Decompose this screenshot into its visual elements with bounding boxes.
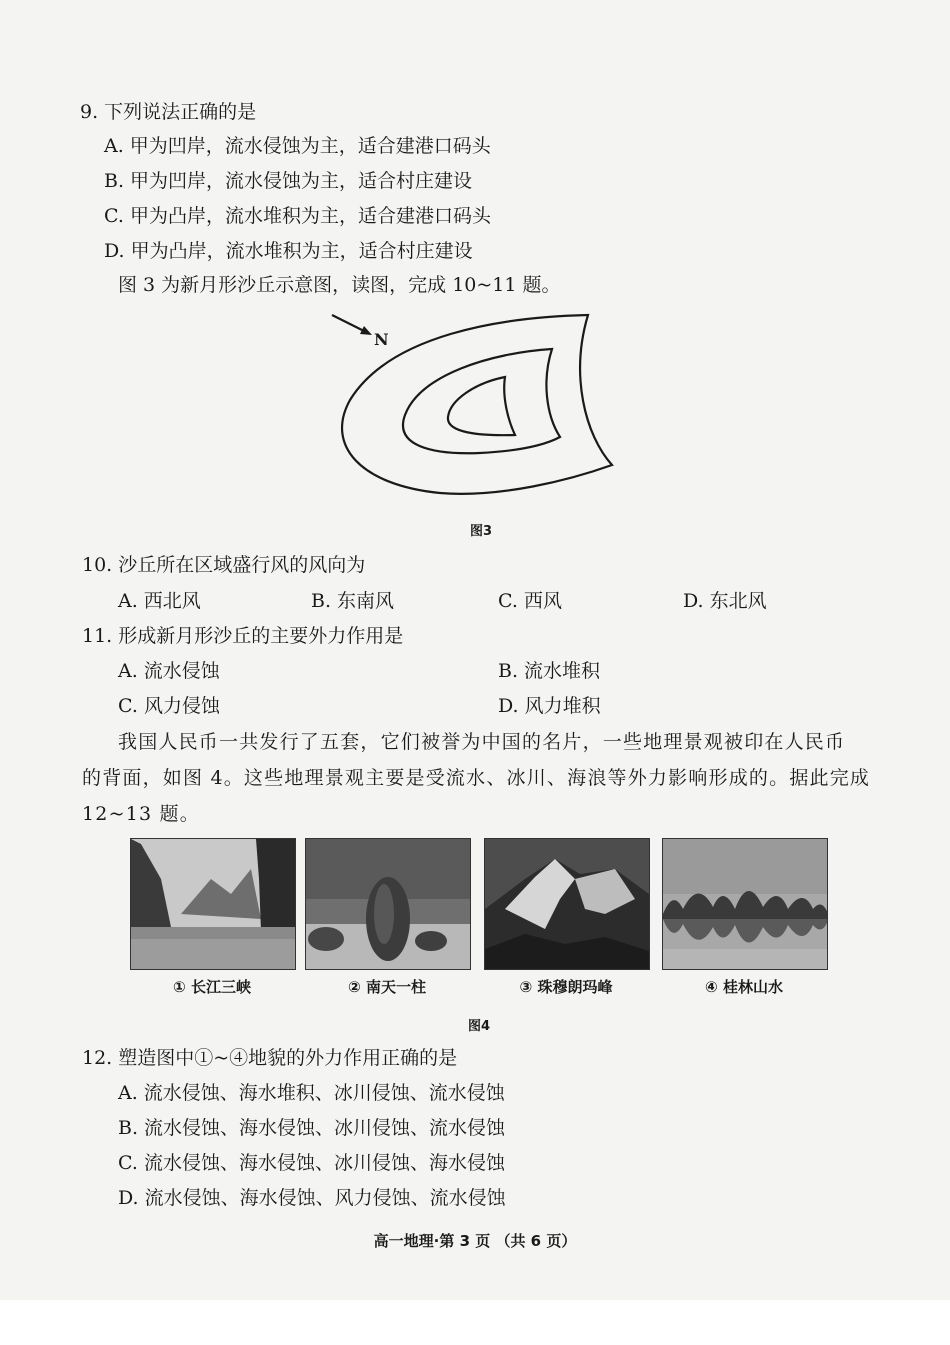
- q12-option-d: D. 流水侵蚀、海水侵蚀、风力侵蚀、流水侵蚀: [118, 1187, 506, 1209]
- q10-option-a: A. 西北风: [118, 590, 201, 612]
- passage-line-2: 的背面，如图 4。这些地理景观主要是受流水、冰川、海浪等外力影响形成的。据此完成: [82, 767, 871, 789]
- q11-option-b: B. 流水堆积: [498, 660, 601, 682]
- photo-everest: [484, 838, 650, 970]
- fig4-caption: 图4: [468, 1019, 491, 1034]
- q9-option-c: C. 甲为凸岸，流水堆积为主，适合建港口码头: [104, 205, 491, 227]
- fig3-intro: 图 3 为新月形沙丘示意图，读图，完成 10~11 题。: [118, 274, 561, 296]
- q9-option-b: B. 甲为凹岸，流水侵蚀为主，适合村庄建设: [104, 170, 473, 192]
- q12-option-a: A. 流水侵蚀、海水堆积、冰川侵蚀、流水侵蚀: [118, 1082, 505, 1104]
- q10-option-d: D. 东北风: [683, 590, 767, 612]
- q10-stem: 10. 沙丘所在区域盛行风的风向为: [82, 554, 366, 576]
- photo-three-gorges: [130, 838, 296, 970]
- photo-guilin: [662, 838, 828, 970]
- page-footer: 高一地理·第 3 页 （共 6 页）: [373, 1232, 577, 1250]
- page-bottom-margin: [0, 1300, 950, 1345]
- q11-option-a: A. 流水侵蚀: [118, 660, 220, 682]
- fig3-dune-diagram: [320, 305, 630, 505]
- photo-label-2: ② 南天一柱: [348, 978, 426, 996]
- q10-option-c: C. 西风: [498, 590, 562, 612]
- passage-line-1: 我国人民币一共发行了五套，它们被誉为中国的名片，一些地理景观被印在人民币: [118, 731, 846, 753]
- photo-label-4: ④ 桂林山水: [705, 978, 783, 996]
- q12-stem: 12. 塑造图中①~④地貌的外力作用正确的是: [82, 1047, 458, 1069]
- photo-label-1: ① 长江三峡: [173, 978, 251, 996]
- q11-stem: 11. 形成新月形沙丘的主要外力作用是: [82, 625, 404, 647]
- passage-line-3: 12~13 题。: [82, 803, 200, 825]
- q11-option-c: C. 风力侵蚀: [118, 695, 220, 717]
- fig3-caption: 图3: [470, 524, 493, 539]
- q9-stem: 9. 下列说法正确的是: [80, 101, 257, 123]
- q11-option-d: D. 风力堆积: [498, 695, 601, 717]
- q12-option-c: C. 流水侵蚀、海水侵蚀、冰川侵蚀、海水侵蚀: [118, 1152, 505, 1174]
- q10-option-b: B. 东南风: [311, 590, 395, 612]
- q9-option-a: A. 甲为凹岸，流水侵蚀为主，适合建港口码头: [104, 135, 491, 157]
- photo-label-3: ③ 珠穆朗玛峰: [519, 978, 613, 996]
- north-label: N: [374, 330, 389, 349]
- q12-option-b: B. 流水侵蚀、海水侵蚀、冰川侵蚀、流水侵蚀: [118, 1117, 506, 1139]
- photo-pillar-rock: [305, 838, 471, 970]
- q9-option-d: D. 甲为凸岸，流水堆积为主，适合村庄建设: [104, 240, 473, 262]
